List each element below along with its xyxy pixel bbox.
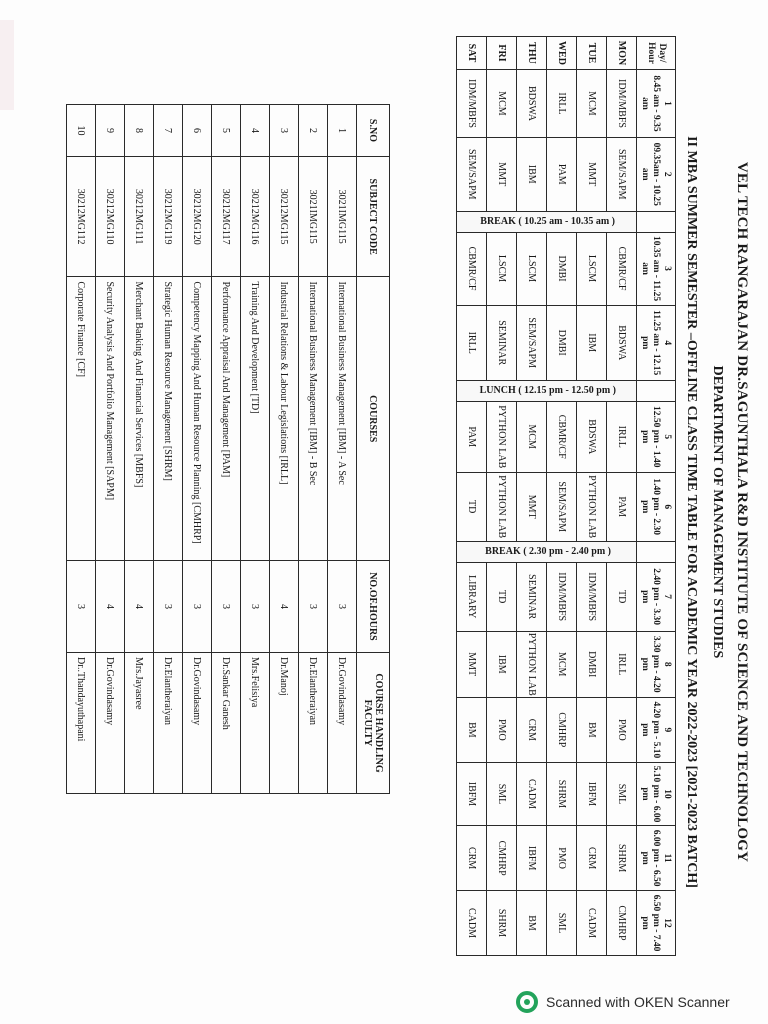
hour-time: 10.35 am - 11.25 am bbox=[640, 235, 662, 302]
timetable-cell: SEMINAR bbox=[487, 305, 517, 380]
course-row bbox=[96, 105, 125, 794]
course-hours: 3 bbox=[212, 560, 241, 652]
hour-number: 1 bbox=[662, 101, 673, 106]
timetable-cell: PAM bbox=[457, 401, 487, 472]
hour-header bbox=[637, 762, 676, 825]
timetable-cell: BDSWA bbox=[577, 401, 607, 472]
course-name: Industrial Relations & Labour Legislations [IRLL] bbox=[270, 277, 299, 560]
course-row bbox=[125, 105, 154, 794]
timetable-cell: BDSWA bbox=[517, 70, 547, 138]
hour-number: 3 bbox=[662, 266, 673, 271]
course-row bbox=[212, 105, 241, 794]
timetable-cell: IRLL bbox=[607, 631, 637, 697]
course-faculty: Dr.Govindasamy bbox=[328, 653, 357, 794]
timetable-cell: IBFM bbox=[457, 762, 487, 825]
course-faculty: Dr.Elantheraiyan bbox=[299, 653, 328, 794]
course-sno: 3 bbox=[270, 105, 299, 157]
sno-header: S.NO bbox=[357, 105, 390, 157]
timetable-cell: MMT bbox=[577, 137, 607, 211]
hour-number: 11 bbox=[662, 853, 673, 863]
hour-header bbox=[637, 562, 676, 631]
class-timetable bbox=[456, 36, 676, 956]
timetable-cell: CMHRP bbox=[487, 826, 517, 891]
timetable-cell: PAM bbox=[607, 472, 637, 541]
course-hours: 3 bbox=[241, 560, 270, 652]
hour-number: 12 bbox=[662, 918, 673, 928]
hour-header bbox=[637, 70, 676, 138]
timetable-cell: SEM/SAPM bbox=[457, 137, 487, 211]
timetable-cell: BM bbox=[457, 697, 487, 762]
course-name: Strategic Human Resource Management [SHRM] bbox=[154, 277, 183, 560]
subject-code-header: SUBJECT CODE bbox=[357, 156, 390, 277]
break-column-header bbox=[637, 211, 676, 232]
course-hours: 3 bbox=[299, 560, 328, 652]
course-sno: 9 bbox=[96, 105, 125, 157]
timetable-cell: CBMR/CF bbox=[457, 232, 487, 305]
course-header-row bbox=[357, 105, 390, 794]
timetable-cell: BM bbox=[577, 697, 607, 762]
hour-time: 5.10 pm - 6.00 pm bbox=[640, 765, 662, 823]
course-code: 30212MG119 bbox=[154, 156, 183, 277]
course-hours: 3 bbox=[328, 560, 357, 652]
day-label: FRI bbox=[487, 37, 517, 70]
timetable-row bbox=[577, 37, 607, 956]
timetable-cell: SEM/SAPM bbox=[517, 305, 547, 380]
faculty-header: COURSE HANDLING FACULTY bbox=[357, 653, 390, 794]
lunch-break-column bbox=[457, 380, 637, 401]
timetable-cell: PMO bbox=[607, 697, 637, 762]
timetable-cell: MMT bbox=[457, 631, 487, 697]
course-row bbox=[67, 105, 96, 794]
course-code: 3021IMG115 bbox=[299, 156, 328, 277]
timetable-cell: TD bbox=[457, 472, 487, 541]
course-sno: 8 bbox=[125, 105, 154, 157]
timetable-cell: DMBI bbox=[547, 305, 577, 380]
course-faculty: Mrs.Felisiya bbox=[241, 653, 270, 794]
timetable-cell: PYTHON LAB bbox=[487, 472, 517, 541]
timetable-cell: SHRM bbox=[607, 826, 637, 891]
course-code: 30212MG116 bbox=[241, 156, 270, 277]
institute-title: VEL TECH RANGARAJAN DR.SAGUNTHALA R&D INSTITUTE OF SCIENCE AND TECHNOLOGY bbox=[734, 161, 750, 863]
hour-header bbox=[637, 472, 676, 541]
timetable-cell: PAM bbox=[547, 137, 577, 211]
course-code: 30212MG120 bbox=[183, 156, 212, 277]
timetable-cell: LIBRARY bbox=[457, 562, 487, 631]
hour-number: 6 bbox=[662, 504, 673, 510]
course-row bbox=[328, 105, 357, 794]
timetable-cell: IRLL bbox=[547, 70, 577, 138]
timetable-cell: IBFM bbox=[577, 762, 607, 825]
lunch-break-column-label: LUNCH ( 12.15 pm - 12.50 pm ) bbox=[479, 385, 617, 397]
course-hours: 4 bbox=[125, 560, 154, 652]
scanner-watermark-text: Scanned with OKEN Scanner bbox=[546, 994, 730, 1010]
timetable-cell: PYTHON LAB bbox=[577, 472, 607, 541]
timetable-cell: CADM bbox=[517, 762, 547, 825]
afternoon-break-column-label: BREAK ( 2.30 pm - 2.40 pm ) bbox=[485, 546, 611, 558]
course-list-table bbox=[66, 104, 390, 794]
course-faculty: Mrs.Jayasree bbox=[125, 653, 154, 794]
hour-time: 3.30 pm - 4.20 pm bbox=[640, 635, 662, 693]
hour-header bbox=[637, 305, 676, 380]
timetable-cell: SEMINAR bbox=[517, 562, 547, 631]
course-faculty: Dr.Govindasamy bbox=[183, 653, 212, 794]
day-label: MON bbox=[607, 37, 637, 70]
course-code: 30212MG111 bbox=[125, 156, 154, 277]
course-name: Corporate Finance [CF] bbox=[67, 277, 96, 560]
timetable-cell: IDM/MBFS bbox=[607, 70, 637, 138]
course-name: Merchant Banking And Financial Services [MBFS] bbox=[125, 277, 154, 560]
timetable-subtitle: II MBA SUMMER SEMESTER –OFFLINE CLASS TIME TABLE FOR ACADEMIC YEAR 2022-2023 [2021-2023 BATCH] bbox=[684, 136, 699, 888]
timetable-cell: IBM bbox=[487, 631, 517, 697]
timetable-cell: IDM/MBFS bbox=[457, 70, 487, 138]
course-sno: 7 bbox=[154, 105, 183, 157]
day-label: SAT bbox=[457, 37, 487, 70]
timetable-cell: IDM/MBFS bbox=[547, 562, 577, 631]
timetable-cell: TD bbox=[607, 562, 637, 631]
day-label: TUE bbox=[577, 37, 607, 70]
courses-header: COURSES bbox=[357, 277, 390, 560]
course-hours: 3 bbox=[183, 560, 212, 652]
timetable-cell: LSCM bbox=[517, 232, 547, 305]
timetable-cell: CADM bbox=[577, 891, 607, 956]
oken-scanner-logo-icon bbox=[516, 991, 538, 1013]
hour-time: 6.00 pm - 6.50 pm bbox=[640, 829, 662, 887]
course-row bbox=[241, 105, 270, 794]
timetable-cell: DMBI bbox=[547, 232, 577, 305]
timetable-cell: MCM bbox=[487, 70, 517, 138]
timetable-cell: IDM/MBFS bbox=[577, 562, 607, 631]
hour-time: 8.45 am - 9.35 am bbox=[640, 75, 662, 132]
timetable-cell: IRLL bbox=[607, 401, 637, 472]
course-sno: 1 bbox=[328, 105, 357, 157]
hour-number: 10 bbox=[662, 789, 673, 799]
hour-header bbox=[637, 232, 676, 305]
day-label: THU bbox=[517, 37, 547, 70]
timetable-cell: PMO bbox=[487, 697, 517, 762]
hour-header bbox=[637, 697, 676, 762]
course-name: Performance Appraisal And Management [PAM] bbox=[212, 277, 241, 560]
timetable-cell: MCM bbox=[577, 70, 607, 138]
timetable-corner-cell: Day/ Hour bbox=[637, 37, 676, 70]
hour-number: 8 bbox=[662, 661, 673, 667]
course-hours: 3 bbox=[67, 560, 96, 652]
timetable-cell: SML bbox=[607, 762, 637, 825]
timetable-row bbox=[457, 37, 487, 956]
timetable-row bbox=[487, 37, 517, 956]
course-hours: 3 bbox=[154, 560, 183, 652]
timetable-cell: BDSWA bbox=[607, 305, 637, 380]
course-row bbox=[154, 105, 183, 794]
timetable-cell: PYTHON LAB bbox=[487, 401, 517, 472]
scanner-watermark bbox=[516, 990, 730, 1014]
afternoon-break-column bbox=[457, 541, 637, 562]
course-code: 30212MG115 bbox=[270, 156, 299, 277]
hour-number: 4 bbox=[662, 340, 673, 346]
timetable-cell: SML bbox=[487, 762, 517, 825]
timetable-cell: SML bbox=[547, 891, 577, 956]
hour-time: 6.50 pm - 7.40 pm bbox=[640, 894, 662, 952]
timetable-cell: BM bbox=[517, 891, 547, 956]
hour-header bbox=[637, 401, 676, 472]
timetable-cell: CMHRP bbox=[607, 891, 637, 956]
timetable-cell: TD bbox=[487, 562, 517, 631]
course-code: 3021IMG115 bbox=[328, 156, 357, 277]
timetable-cell: CRM bbox=[457, 826, 487, 891]
timetable-cell: CRM bbox=[577, 826, 607, 891]
timetable-header-row bbox=[637, 37, 676, 956]
course-faculty: Dr.Sankar Ganesh bbox=[212, 653, 241, 794]
hour-time: 12.50 pm - 1.40 pm bbox=[640, 405, 662, 468]
course-name: Training And Development [TD] bbox=[241, 277, 270, 560]
morning-break-column bbox=[457, 211, 637, 232]
timetable-cell: IBM bbox=[577, 305, 607, 380]
hour-header bbox=[637, 826, 676, 891]
timetable-cell: MCM bbox=[517, 401, 547, 472]
timetable-cell: CRM bbox=[517, 697, 547, 762]
timetable-cell: CBMR/CF bbox=[607, 232, 637, 305]
course-sno: 6 bbox=[183, 105, 212, 157]
department-title: DEPARTMENT OF MANAGEMENT STUDIES bbox=[710, 365, 725, 659]
course-faculty: Dr.Elantheraiyan bbox=[154, 653, 183, 794]
course-name: Security Analysis And Portfolio Management [SAPM] bbox=[96, 277, 125, 560]
timetable-cell: IBFM bbox=[517, 826, 547, 891]
timetable-cell: PYTHON LAB bbox=[517, 631, 547, 697]
timetable-cell: CMHRP bbox=[547, 697, 577, 762]
hour-time: 1.40 pm - 2.30 pm bbox=[640, 478, 662, 536]
hour-header bbox=[637, 631, 676, 697]
course-name: International Business Management [IBM] - B Sec bbox=[299, 277, 328, 560]
timetable-cell: PMO bbox=[547, 826, 577, 891]
hour-time: 09.35am - 10.25 am bbox=[640, 142, 662, 206]
timetable-row bbox=[517, 37, 547, 956]
break-column-header bbox=[637, 541, 676, 562]
course-faculty: Dr.Manoj bbox=[270, 653, 299, 794]
timetable-cell: CADM bbox=[457, 891, 487, 956]
lunch-column-header bbox=[637, 380, 676, 401]
course-code: 30212MG117 bbox=[212, 156, 241, 277]
course-hours: 4 bbox=[270, 560, 299, 652]
course-row bbox=[299, 105, 328, 794]
timetable-cell: SEM/SAPM bbox=[547, 472, 577, 541]
hour-header bbox=[637, 137, 676, 211]
course-code: 30212MG110 bbox=[96, 156, 125, 277]
timetable-cell: MCM bbox=[547, 631, 577, 697]
course-sno: 5 bbox=[212, 105, 241, 157]
timetable-cell: IBM bbox=[517, 137, 547, 211]
hour-number: 9 bbox=[662, 727, 673, 733]
course-row bbox=[183, 105, 212, 794]
timetable-row bbox=[607, 37, 637, 956]
morning-break-column-label: BREAK ( 10.25 am - 10.35 am ) bbox=[480, 216, 616, 228]
course-faculty: Dr..Thandayuthapani bbox=[67, 653, 96, 794]
hours-header: NO.OF.HOURS bbox=[357, 560, 390, 652]
course-name: Competency Mapping And Human Resource Planning [CMHRP] bbox=[183, 277, 212, 560]
hour-number: 7 bbox=[662, 594, 673, 600]
course-sno: 4 bbox=[241, 105, 270, 157]
timetable-cell: SEM/SAPM bbox=[607, 137, 637, 211]
course-name: International Business Management [IBM] - A Sec bbox=[328, 277, 357, 560]
hour-time: 4.20 pm - 5.10 pm bbox=[640, 701, 662, 759]
timetable-cell: LSCM bbox=[487, 232, 517, 305]
timetable-cell: IRLL bbox=[457, 305, 487, 380]
hour-header bbox=[637, 891, 676, 956]
hour-number: 5 bbox=[662, 434, 673, 440]
hour-time: 2.40 pm - 3.30 pm bbox=[640, 568, 662, 626]
timetable-cell: MMT bbox=[487, 137, 517, 211]
day-label: WED bbox=[547, 37, 577, 70]
course-faculty: Dr.Govindasamy bbox=[96, 653, 125, 794]
timetable-cell: LSCM bbox=[577, 232, 607, 305]
timetable-cell: DMBI bbox=[577, 631, 607, 697]
course-sno: 2 bbox=[299, 105, 328, 157]
course-code: 30212MG112 bbox=[67, 156, 96, 277]
timetable-cell: SHRM bbox=[547, 762, 577, 825]
timetable-cell: MMT bbox=[517, 472, 547, 541]
course-row bbox=[270, 105, 299, 794]
timetable-cell: CBMR/CF bbox=[547, 401, 577, 472]
course-sno: 10 bbox=[67, 105, 96, 157]
timetable-row bbox=[547, 37, 577, 956]
hour-time: 11.25 am - 12.15 pm bbox=[640, 310, 662, 376]
hour-number: 2 bbox=[662, 171, 673, 177]
timetable-cell: SHRM bbox=[487, 891, 517, 956]
course-hours: 4 bbox=[96, 560, 125, 652]
